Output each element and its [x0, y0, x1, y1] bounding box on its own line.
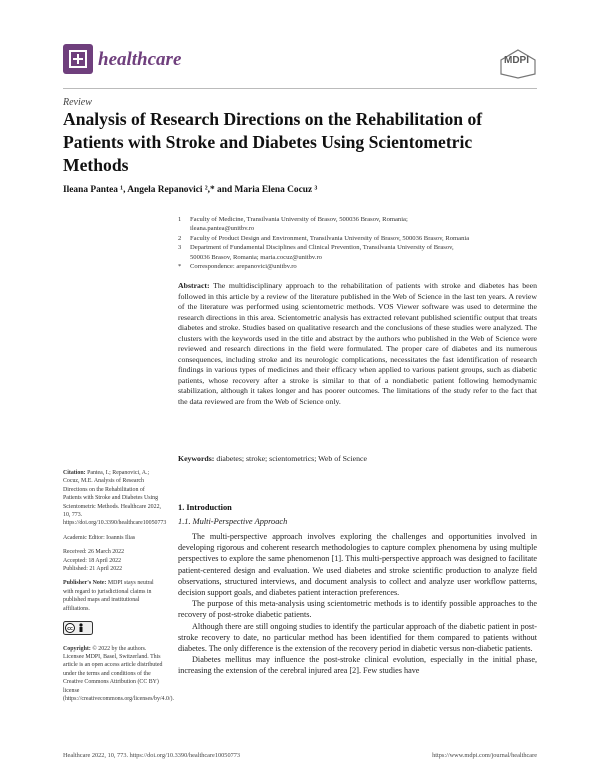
author-list: Ileana Pantea ¹, Angela Repanovici ²,* and Maria Elena Cocuz ³ [63, 185, 318, 195]
paragraph: Although there are still ongoing studies to identify the particular approach of the diabetic patient in post-stroke recovery to date, no particular method has been identified for them compared to patients without diabetes. The only difference is the extension of the recovery period in diabetic versus non-diabetic patients. [178, 621, 537, 654]
journal-name: healthcare [98, 49, 182, 70]
copyright: Copyright: © 2022 by the authors. Licensee MDPI, Basel, Switzerland. This article is an open access article distributed under the terms and conditions of the Creative Commons Attribution (CC BY) license (https://creativecommons.org/licenses/by/4.0/). [63, 645, 174, 702]
footer-journal-url[interactable]: https://www.mdpi.com/journal/healthcare [432, 752, 537, 759]
article-title: Analysis of Research Directions on the Rehabilitation of Patients with Stroke and Diabetes Using Scientometric Methods [63, 109, 483, 175]
cc-by-license-icon [63, 621, 93, 635]
publisher-note: Publisher's Note: MDPI stays neutral with regard to jurisdictional claims in published maps and institutional affiliations. [63, 580, 154, 612]
abstract [178, 281, 537, 407]
received-date: Received: 26 March 2022 [63, 549, 125, 556]
affiliation-line: 500036 Brasov, Romania; maria.cocuz@unitbv.ro [190, 253, 322, 261]
footer-citation: Healthcare 2022, 10, 773. https://doi.org/10.3390/healthcare10050773 [63, 752, 241, 759]
affiliation-line: 1 Faculty of Medicine, Transilvania University of Brasov, 500036 Brasov, Romania; [178, 216, 408, 223]
abstract-text: The multidisciplinary approach to the rehabilitation of patients with stroke and diabetes has been followed in this article by a review of the literature published in the Web of Science in the last ten years. A review of the literature was performed using scientometric methods. VOS Viewer software was used to determine the research directions in this area. Scientometric analysis has extracted relevant published scientific output that treats diabetes and stroke. Studies based on qualitative research and the conclusions of these studies were analyzed. The clusters with the keywords used in the title and abstract by the authors who published in the Web of Science were reviewed and research directions in the field were formulated. The proper care of diabetes and its numerous consequences, including stroke and its neurologic complications, necessitates the fast identification of research findings in various types of medicines and their efficacy when applied to various patient groups, such as diabetic patients, whose recovery after a stroke is similar to that of a nondiabetic patient following hemodynamic stabilization, although it takes longer and has poorer outcomes. The limitations of the study refer to the fact that the data reviewed are from the Web of Science only. [178, 281, 538, 406]
keywords-label: Keywords: [178, 454, 215, 463]
svg-text:cc: cc [67, 626, 73, 633]
paragraph: The multi-perspective approach involves exploring the challenges and opportunities involved in developing rigorous and coherent research methodologies to capture complex phenomena by using multiple perspectives to explore the same phenomenon [1]. This multi-perspective approach was designed to facilitate patient-centered design and evaluation. We used diabetes and stroke scientific production to analyze field observations, structured interviews, and document analysis to collect and analyze user workflow patterns, decision support goals, and diabetes patient interaction preferences. [178, 532, 537, 598]
citation: Citation: Pantea, I.; Repanovici, A.; Cocuz, M.E. Analysis of Research Directions on the Rehabilitation of Patients with Stroke and Diabetes Using Scientometric Methods. Healthcare 2022, 10, 773. https://doi.org/10.3390/healthcare10050773 [63, 470, 167, 527]
affiliation-line: ileana.pantea@unitbv.ro [190, 225, 255, 233]
subsection-heading: 1.1. Multi-Perspective Approach [178, 517, 288, 526]
publisher-name: MDPI [504, 55, 529, 66]
affiliations [178, 215, 538, 271]
paragraph: Diabetes mellitus may influence the post-stroke clinical evolution, especially in the initial phase, increasing the extension of the cerebral injured area [2]. Few studies have [178, 655, 537, 676]
affiliation-line: 3 Department of Fundamental Disciplines and Clinical Prevention, Transilvania University of Brasov, [178, 244, 454, 252]
correspondence-line: * Correspondence: arepanovici@unitbv.ro [178, 263, 297, 271]
body-text [178, 531, 537, 677]
section-heading: 1. Introduction [178, 503, 232, 512]
abstract-label: Abstract: [178, 281, 210, 290]
journal-logo-icon [63, 44, 93, 74]
keywords [178, 454, 537, 463]
published-date: Published: 21 April 2022 [63, 566, 123, 573]
keywords-text: diabetes; stroke; scientometrics; Web of Science [216, 454, 367, 463]
header-divider [63, 88, 537, 89]
accepted-date: Accepted: 18 April 2022 [63, 557, 122, 564]
affiliation-line: 2 Faculty of Product Design and Environment, Transilvania University of Brasov, 500036 Brasov, Romania [178, 234, 470, 242]
paragraph: The purpose of this meta-analysis using scientometric methods is to identify possible approaches to the recovery of post-stroke diabetic patients. [178, 599, 537, 620]
academic-editor: Academic Editor: Ioannis Ilias [63, 534, 136, 541]
article-type: Review [63, 97, 92, 108]
article-sidebar [63, 469, 174, 709]
